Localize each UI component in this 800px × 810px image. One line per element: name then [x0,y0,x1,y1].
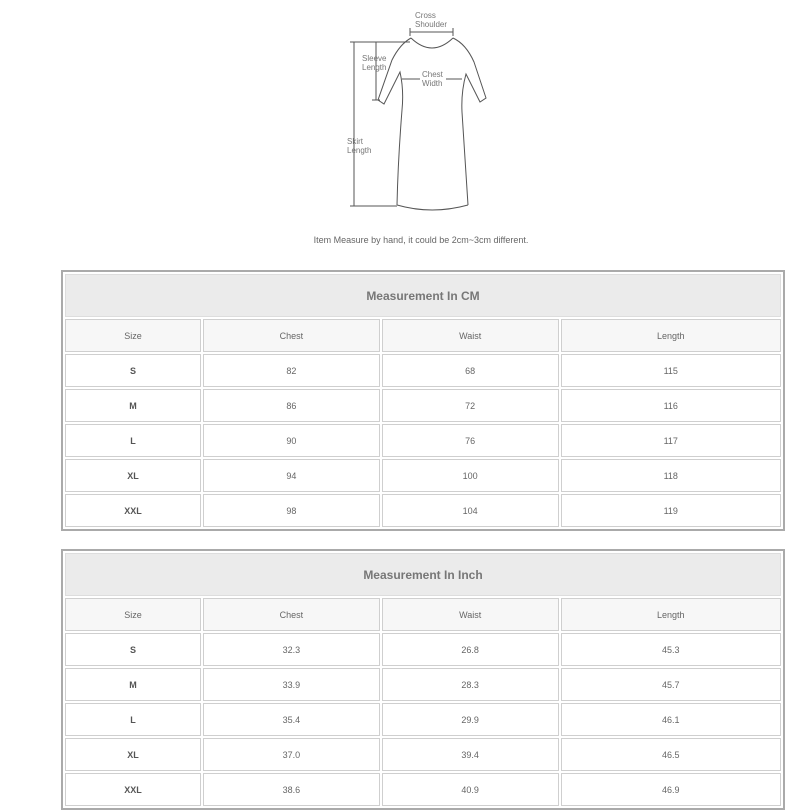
header-chest: Chest [203,319,380,352]
length-cell: 45.3 [561,633,781,666]
size-cell: M [65,389,201,422]
header-length: Length [561,598,781,631]
waist-cell: 104 [382,494,559,527]
length-cell: 46.5 [561,738,781,771]
length-cell: 46.9 [561,773,781,806]
waist-cell: 40.9 [382,773,559,806]
size-cell: XXL [65,494,201,527]
sleeve-length-label: Sleeve Length [362,54,387,72]
table-title: Measurement In CM [65,274,781,317]
chest-cell: 86 [203,389,380,422]
header-size: Size [65,598,201,631]
table-title: Measurement In Inch [65,553,781,596]
size-cell: XL [65,738,201,771]
size-cell: XXL [65,773,201,806]
size-cell: XL [65,459,201,492]
header-length: Length [561,319,781,352]
size-cell: S [65,354,201,387]
waist-cell: 68 [382,354,559,387]
dress-outline-icon [340,0,500,215]
table-row [65,354,781,387]
waist-cell: 29.9 [382,703,559,736]
length-cell: 117 [561,424,781,457]
waist-cell: 100 [382,459,559,492]
length-cell: 45.7 [561,668,781,701]
size-cell: L [65,703,201,736]
length-cell: 46.1 [561,703,781,736]
table-row [65,633,781,666]
chest-cell: 98 [203,494,380,527]
table-row [65,424,781,457]
chest-cell: 94 [203,459,380,492]
table-row [65,668,781,701]
waist-cell: 72 [382,389,559,422]
header-row [65,319,781,352]
table-row [65,738,781,771]
chest-width-label: Chest Width [422,70,443,88]
measurement-note: Item Measure by hand, it could be 2cm~3cm different. [313,235,529,245]
chest-cell: 37.0 [203,738,380,771]
length-cell: 115 [561,354,781,387]
header-row [65,598,781,631]
cross-shoulder-label: Cross Shoulder [415,11,448,29]
size-cell: L [65,424,201,457]
table-row [65,459,781,492]
waist-cell: 28.3 [382,668,559,701]
size-cell: M [65,668,201,701]
dress-measurement-diagram [340,0,500,215]
size-cell: S [65,633,201,666]
waist-cell: 26.8 [382,633,559,666]
table-row [65,773,781,806]
length-cell: 118 [561,459,781,492]
header-size: Size [65,319,201,352]
header-waist: Waist [382,598,559,631]
table-row [65,494,781,527]
chest-cell: 90 [203,424,380,457]
chest-cell: 35.4 [203,703,380,736]
chest-cell: 33.9 [203,668,380,701]
chest-cell: 82 [203,354,380,387]
table-row [65,703,781,736]
waist-cell: 76 [382,424,559,457]
waist-cell: 39.4 [382,738,559,771]
chest-cell: 38.6 [203,773,380,806]
table-row [65,389,781,422]
chest-cell: 32.3 [203,633,380,666]
length-cell: 119 [561,494,781,527]
header-waist: Waist [382,319,559,352]
skirt-length-label: Skirt Length [347,137,372,155]
size-table-inch [61,549,785,810]
length-cell: 116 [561,389,781,422]
size-table-cm [61,270,785,531]
header-chest: Chest [203,598,380,631]
